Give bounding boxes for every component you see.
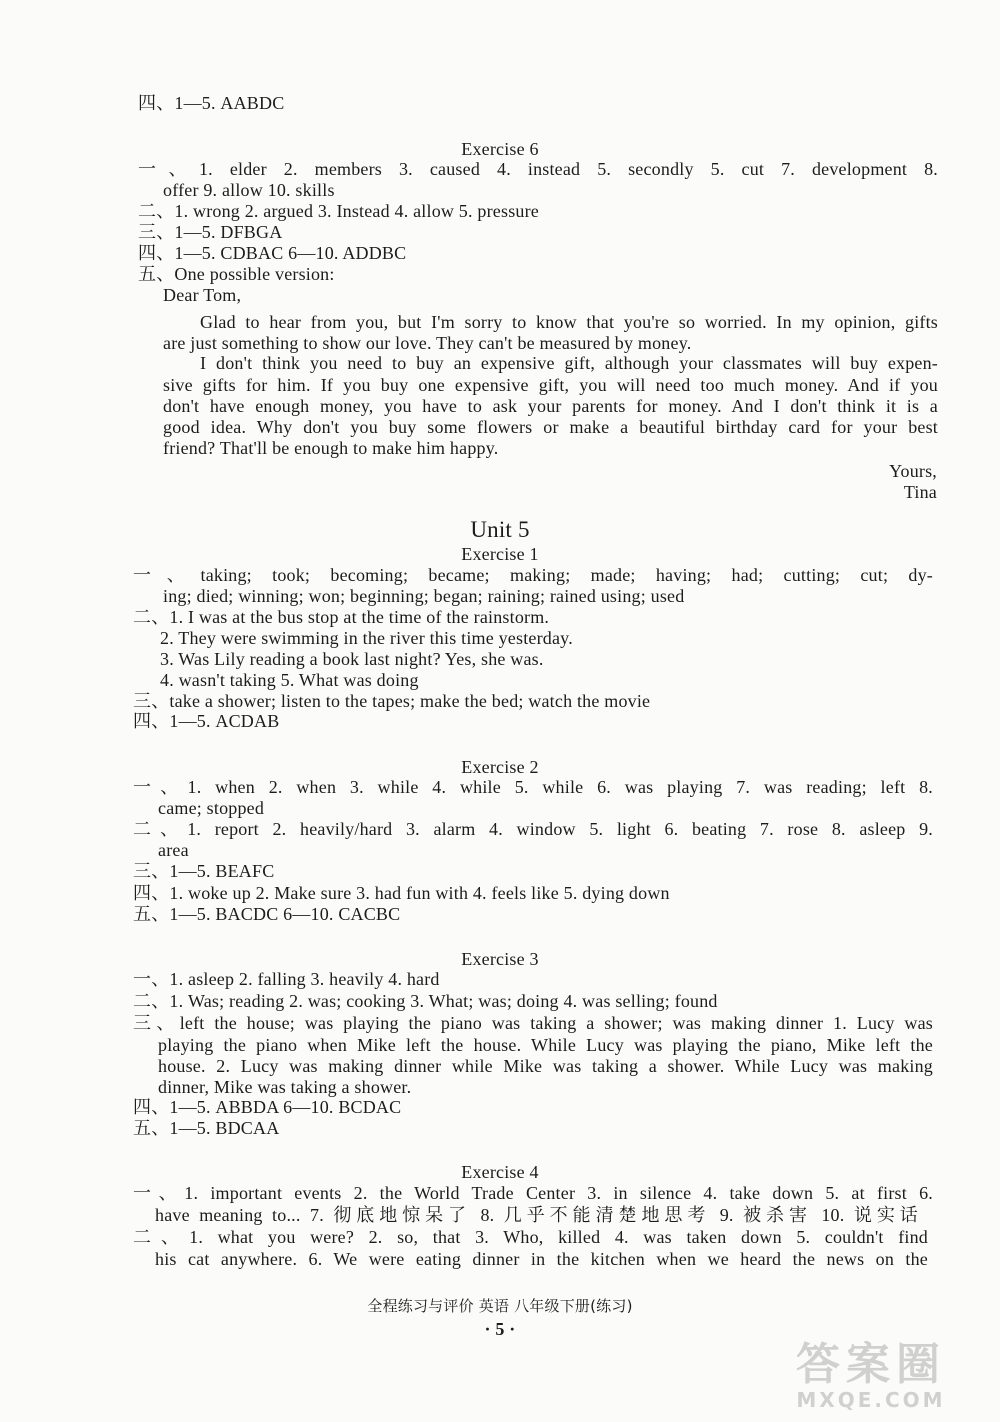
answer-line: 二、1. wrong 2. argued 3. Instead 4. allow 5. pressure: [138, 201, 539, 221]
answer-line: 3. Was Lily reading a book last night? Yes, she was.: [160, 649, 544, 669]
answer-line: 4. wasn't taking 5. What was doing: [160, 670, 419, 690]
exercise-heading: Exercise 4: [461, 1162, 539, 1182]
answer-line: I don't think you need to buy an expensive gift, although your classmates will buy expen-: [200, 353, 938, 373]
answer-line: came; stopped: [158, 798, 265, 818]
exercise-heading: Exercise 1: [461, 544, 539, 564]
exercise-heading: Exercise 6: [461, 139, 539, 159]
answer-line: 三、left the house; was playing the piano was taking a shower; was making dinner 1. Lucy was: [133, 1013, 933, 1033]
answer-line: good idea. Why don't you buy some flowers or make a beautiful birthday card for your best: [163, 417, 938, 437]
answer-line: 一、1. when 2. when 3. while 4. while 5. while 6. was playing 7. was reading; left 8.: [133, 777, 933, 797]
answer-line: don't have enough money, you have to ask your parents for money. And I don't think it is a: [163, 396, 938, 416]
answer-line: offer 9. allow 10. skills: [163, 180, 335, 200]
answer-line: ing; died; winning; won; beginning; began; raining; rained using; used: [163, 586, 685, 606]
answer-line: sive gifts for him. If you buy one expensive gift, you will need too much money. And if you: [163, 375, 938, 395]
answer-line: are just something to show our love. They can't be measured by money.: [163, 333, 692, 353]
answer-line: 2. They were swimming in the river this time yesterday.: [160, 628, 573, 648]
answer-line: Tina: [903, 482, 937, 502]
answer-line: Dear Tom,: [163, 285, 242, 305]
answer-line: 三、1—5. DFBGA: [138, 222, 283, 242]
answer-line: 二、1. what you were? 2. so, that 3. Who, killed 4. was taken down 5. couldn't find: [133, 1227, 928, 1247]
answer-line: 五、1—5. BACDC 6—10. CACBC: [133, 904, 401, 924]
answer-line: 四、1—5. ABBDA 6—10. BCDAC: [133, 1097, 402, 1117]
answer-line: 五、1—5. BDCAA: [133, 1118, 280, 1138]
answer-line: 三、1—5. BEAFC: [133, 861, 275, 881]
answer-line: house. 2. Lucy was making dinner while Mike was taking a shower. While Lucy was making: [158, 1056, 933, 1076]
answer-line: 四、1—5. ACDAB: [133, 711, 280, 731]
watermark-logo: [756, 1340, 986, 1414]
answer-line: have meaning to... 7. 彻底地惊呆了 8. 几乎不能清楚地思考 9. 被杀害 10. 说实话: [155, 1205, 918, 1225]
answer-line: Glad to hear from you, but I'm sorry to know that you're so worried. In my opinion, gifts: [200, 312, 938, 332]
answer-line: area: [158, 840, 189, 860]
answer-line: friend? That'll be enough to make him happy.: [163, 438, 499, 458]
exercise-heading: Exercise 3: [461, 949, 539, 969]
answer-line: 二、1. Was; reading 2. was; cooking 3. What; was; doing 4. was selling; found: [133, 991, 718, 1011]
answer-line: 四、1—5. AABDC: [138, 93, 285, 113]
answer-line: 四、1. woke up 2. Make sure 3. had fun with 4. feels like 5. dying down: [133, 883, 670, 903]
answer-line: his cat anywhere. 6. We were eating dinner in the kitchen when we heard the news on the: [155, 1249, 928, 1269]
page-number: · 5 ·: [484, 1319, 516, 1339]
answer-line: 三、take a shower; listen to the tapes; make the bed; watch the movie: [133, 691, 651, 711]
answer-line: Yours,: [889, 461, 937, 481]
answer-line: 一、1. elder 2. members 3. caused 4. instead 5. secondly 5. cut 7. development 8.: [138, 159, 938, 179]
answer-line: 二、1. I was at the bus stop at the time of the rainstorm.: [133, 607, 550, 627]
footer-book-title: 全程练习与评价 英语 八年级下册(练习): [367, 1297, 633, 1315]
answer-line: 一、1. important events 2. the World Trade Center 3. in silence 4. take down 5. at first 6.: [133, 1183, 933, 1203]
answer-line: 一、1. asleep 2. falling 3. heavily 4. hard: [133, 969, 440, 989]
watermark-text: 答案圈: [796, 1339, 946, 1390]
unit-heading: Unit 5: [470, 517, 530, 542]
watermark-url: MXQE.COM: [796, 1388, 946, 1412]
answer-line: 四、1—5. CDBAC 6—10. ADDBC: [138, 243, 407, 263]
answer-line: dinner, Mike was taking a shower.: [158, 1077, 412, 1097]
exercise-heading: Exercise 2: [461, 757, 539, 777]
answer-line: 二、1. report 2. heavily/hard 3. alarm 4. window 5. light 6. beating 7. rose 8. asleep 9.: [133, 819, 933, 839]
answer-line: 五、One possible version:: [138, 264, 335, 284]
answer-line: playing the piano when Mike left the house. While Lucy was playing the piano, Mike left the: [158, 1035, 933, 1055]
answer-line: 一、taking; took; becoming; became; making; made; having; had; cutting; cut; dy-: [133, 565, 933, 585]
